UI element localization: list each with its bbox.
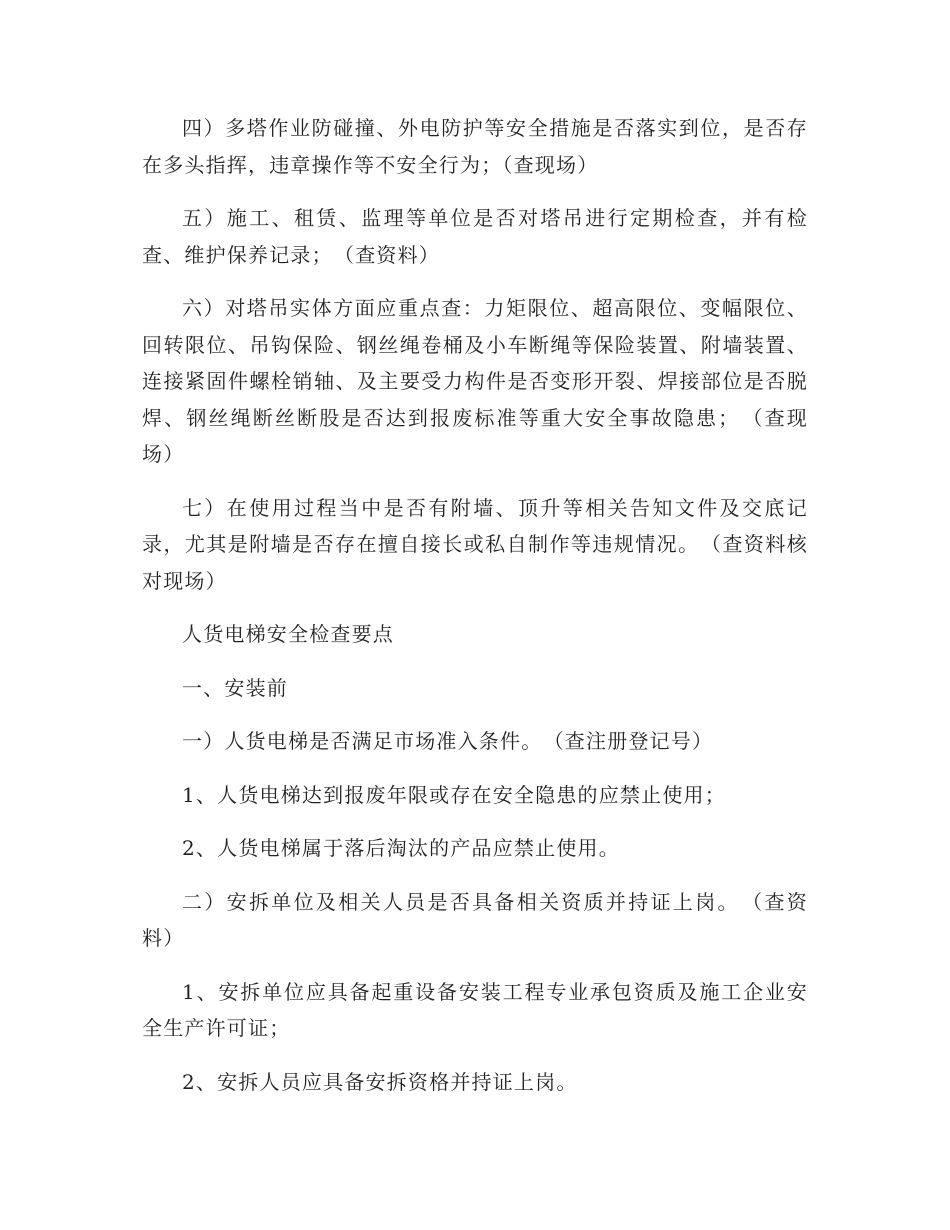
paragraph-wall-attachment: 七）在使用过程当中是否有附墙、顶升等相关告知文件及交底记录，尤其是附墙是否存在擅自接长或私自制作等违规情况。 （查资料核对现场） xyxy=(142,495,808,593)
subsection-heading-before-install: 一、安装前 xyxy=(182,675,288,700)
paragraph-crane-entity-check: 六）对塔吊实体方面应重点查：力矩限位、超高限位、变幅限位、回转限位、吊钩保险、钢丝绳卷桶及小车断绳等保险装置、附墙装置、连接紧固件螺栓销轴、及主要受力构件是否变形开裂、焊接部位是否脱焊、钢丝绳断丝断股是否达到报废标准等重大安全事故隐患； （查现场） xyxy=(142,296,808,466)
paragraph-market-access: 一）人货电梯是否满足市场准入条件。 （查注册登记号） xyxy=(182,729,714,753)
document-body xyxy=(142,110,808,1117)
paragraph-periodic-inspection: 五）施工、租赁、监理等单位是否对塔吊进行定期检查，并有检查、维护保养记录； （查资料） xyxy=(142,206,808,267)
list-item-unit-qualification: 1、安拆单位应具备起重设备安装工程专业承包资质及施工企业安全生产许可证； xyxy=(142,979,808,1040)
paragraph-multi-tower-safety: 四）多塔作业防碰撞、外电防护等安全措施是否落实到位，是否存在多头指挥，违章操作等不安全行为；（查现场） xyxy=(142,116,808,177)
paragraph-qualifications: 二）安拆单位及相关人员是否具备相关资质并持证上岗。 （查资料） xyxy=(142,889,808,950)
list-item-scrap-limit: 1、人货电梯达到报废年限或存在安全隐患的应禁止使用； xyxy=(182,782,726,807)
list-item-personnel-certificate: 2、安拆人员应具备安拆资格并持证上岗。 xyxy=(182,1069,578,1094)
section-heading-elevator: 人货电梯安全检查要点 xyxy=(182,622,394,646)
list-item-obsolete-product: 2、人货电梯属于落后淘汰的产品应禁止使用。 xyxy=(182,836,620,860)
